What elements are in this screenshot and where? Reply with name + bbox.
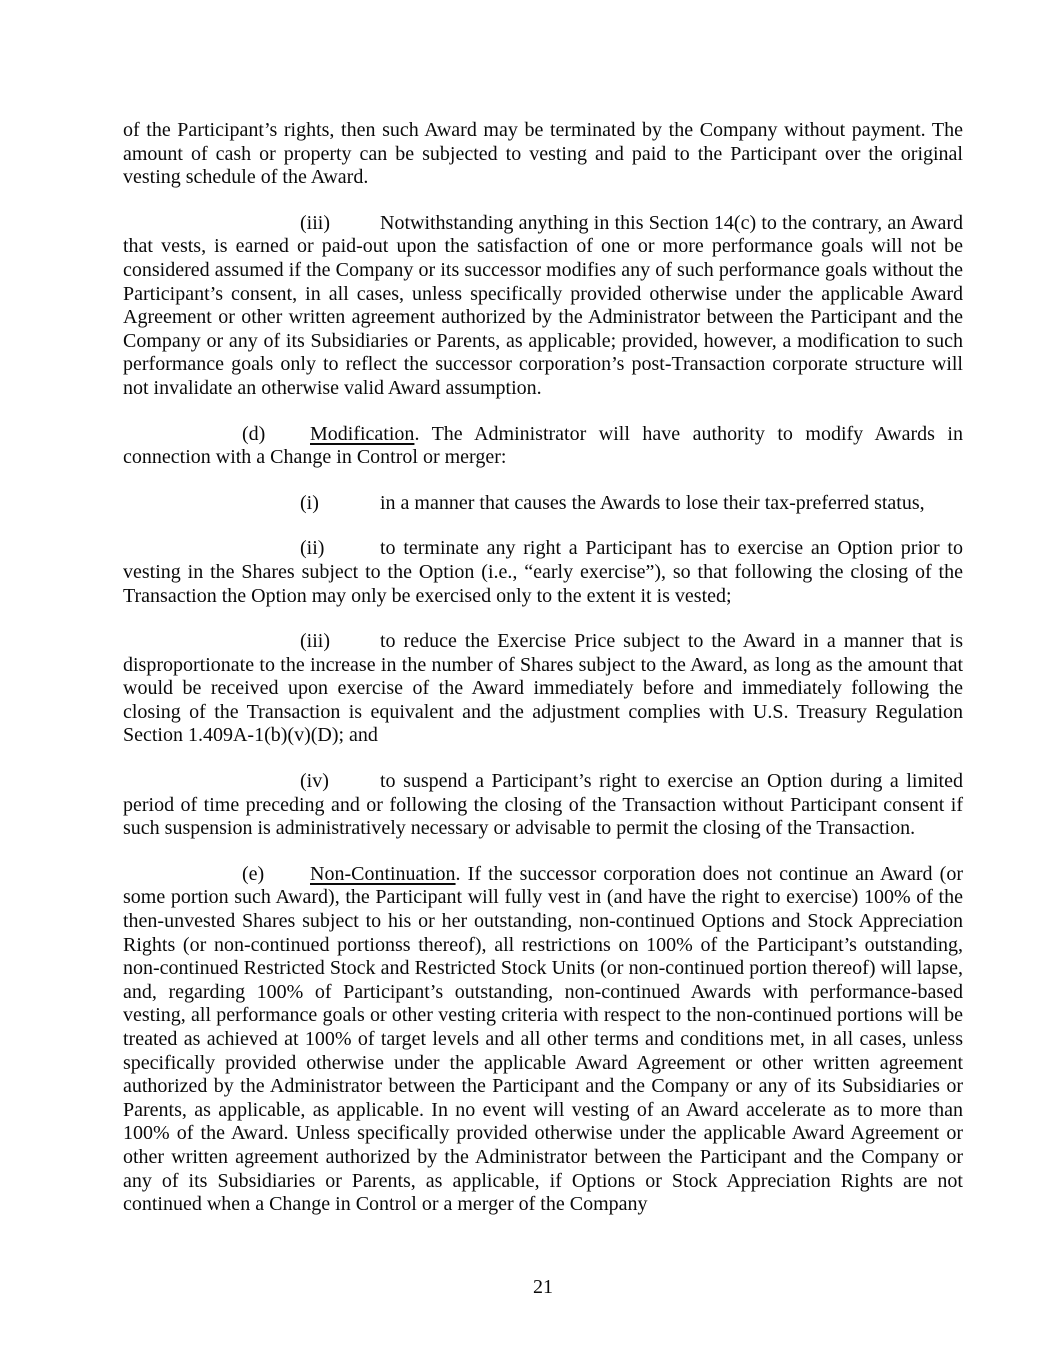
paragraph-label: (iv) <box>300 770 329 793</box>
item-iii-exercise-price <box>123 630 963 748</box>
continuation-paragraph <box>123 119 963 190</box>
item-iii-assumption <box>123 212 963 401</box>
document-body <box>123 119 963 1217</box>
paragraph-label: (e) <box>242 862 265 885</box>
paragraph-text: to terminate any right a Participant has to exercise an Option prior to vesting in the Shares subject to the Option (i.e., “early exercise”), so that following the closing of the Transaction the Option may only be exercised only to the extent it is vested; <box>123 537 963 607</box>
paragraph-text: of the Participant’s rights, then such Award may be terminated by the Company without payment. The amount of cash or property can be subjected to vesting and paid to the Participant over the original vesting schedule of the Award. <box>123 119 963 189</box>
paragraph-label: (d) <box>242 422 266 445</box>
paragraph-text: . If the successor corporation does not continue an Award (or some portion such Award), the Participant will fully vest in (and have the right to exercise) 100% of the then-unvested Shares subject to his or her outstanding, non-continued Options and Stock Appreciation Rights (or non-continued portionss thereof), all restrictions on 100% of the Participant’s outstanding, non-continued Restricted Stock and Restricted Stock Units (or non-continued portion thereof) will lapse, and, regarding 100% of Participant’s outstanding, non-continued Awards with performance-based vesting, all performance goals or other vesting criteria with respect to the non-continued portions will be treated as achieved at 100% of target levels and all other terms and conditions met, in all cases, unless specifically provided otherwise under the applicable Award Agreement or other written agreement authorized by the Administrator between the Participant and the Company or any of its Subsidiaries or Parents, as applicable, as applicable. In no event will vesting of an Award accelerate as to more than 100% of the Award. Unless specifically provided otherwise under the applicable Award Agreement or other written agreement authorized by the Administrator between the Participant and the Company or any of its Subsidiaries or Parents, as applicable, if Options or Stock Appreciation Rights are not continued when a Change in Control or a merger of the Company <box>123 862 963 1216</box>
paragraph-text: Notwithstanding anything in this Section 14(c) to the contrary, an Award that vests, is earned or paid-out upon the satisfaction of one or more performance goals will not be considered assumed if the Company or its successor modifies any of such performance goals without the Participant’s consent, in all cases, unless specifically provided otherwise under the applicable Award Agreement or other written agreement authorized by the Administrator between the Participant and the Company or any of its Subsidiaries or Parents, as applicable; provided, however, a modification to such performance goals only to reflect the successor corporation’s post-Transaction corporate structure will not invalidate an otherwise valid Award assumption. <box>123 211 963 399</box>
paragraph-label: (i) <box>300 491 319 514</box>
item-e-non-continuation <box>123 863 963 1217</box>
item-ii-early-exercise <box>123 537 963 608</box>
paragraph-label: (iii) <box>300 630 330 653</box>
paragraph-label: (iii) <box>300 211 330 234</box>
item-iv-suspend <box>123 770 963 841</box>
page-number: 21 <box>533 1276 553 1298</box>
paragraph-label: (ii) <box>300 537 325 560</box>
paragraph-text: . The Administrator will have authority to modify Awards in connection with a Change in Control or merger: <box>123 422 963 469</box>
paragraph-text: to suspend a Participant’s right to exercise an Option during a limited period of time preceding and or following the closing of the Transaction without Participant consent if such suspension is administratively necessary or advisable to permit the closing of the Transaction. <box>123 770 963 840</box>
paragraph-text: in a manner that causes the Awards to lose their tax-preferred status, <box>380 491 925 514</box>
paragraph-text: to reduce the Exercise Price subject to the Award in a manner that is disproportionate to the increase in the number of Shares subject to the Award, as long as the amount that would be received upon exercise of the Award immediately before and immediately following the closing of the Transaction is equivalent and the adjustment complies with U.S. Treasury Regulation Section 1.409A-1(b)(v)(D); and <box>123 630 963 747</box>
underlined-term: Modification <box>310 422 415 445</box>
item-d-modification <box>123 423 963 470</box>
item-i-tax-preferred <box>123 492 963 516</box>
underlined-term: Non-Continuation <box>310 862 456 885</box>
